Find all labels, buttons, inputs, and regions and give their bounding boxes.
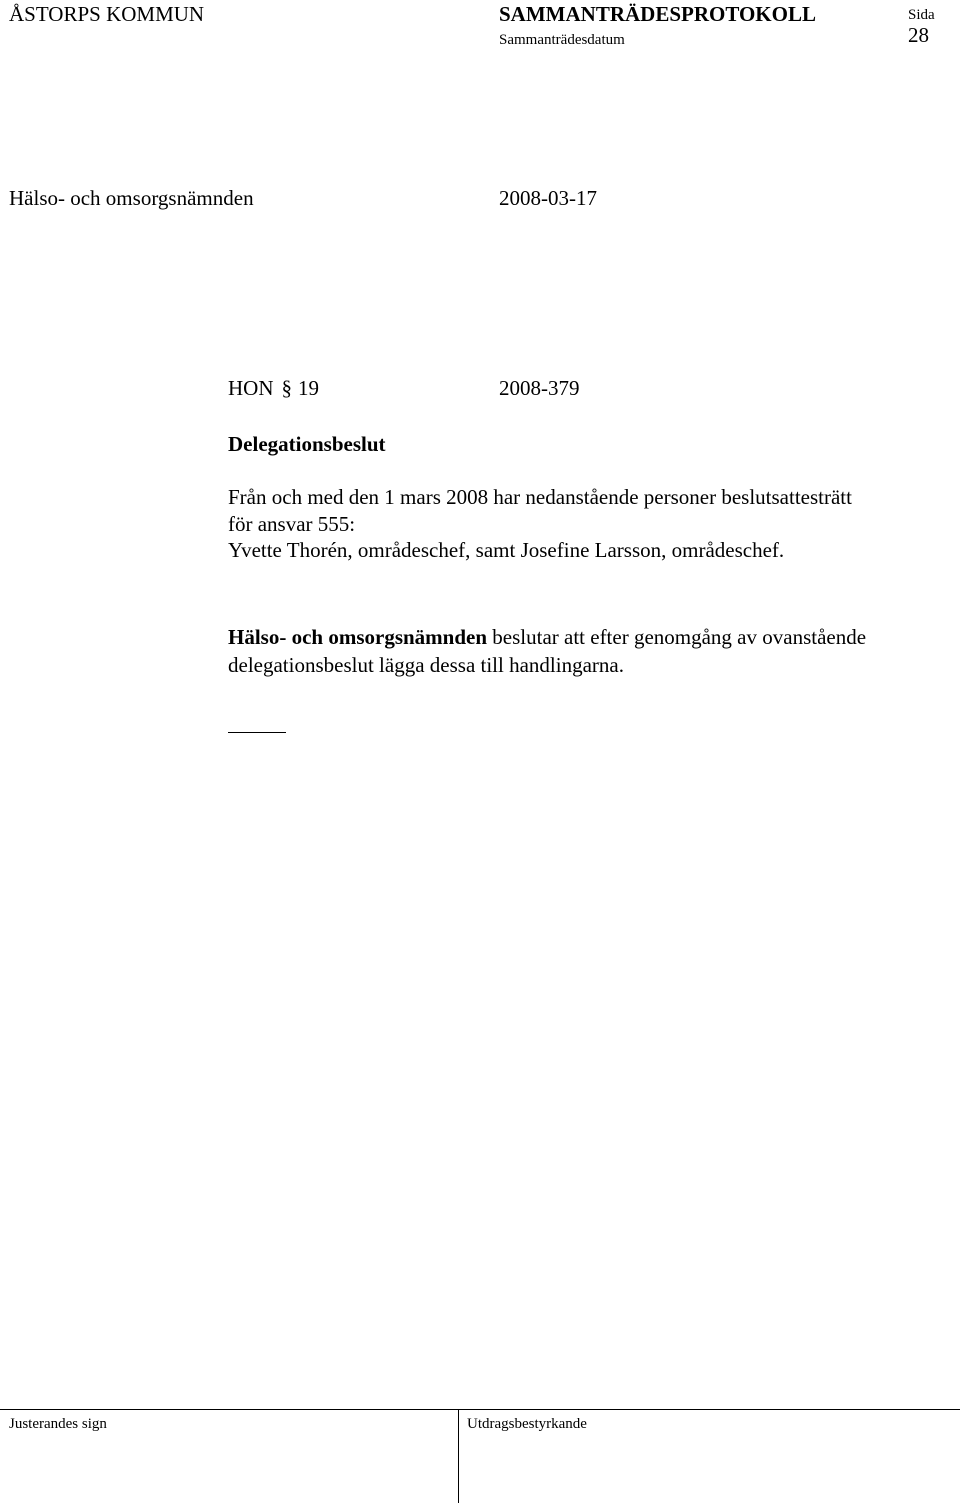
signature-label: Justerandes sign xyxy=(9,1416,107,1432)
decision-subject: Hälso- och omsorgsnämnden xyxy=(228,625,488,649)
paragraph-symbol: § xyxy=(281,376,292,400)
decision-line1-rest: beslutar att efter genomgång av ovanstående xyxy=(487,625,867,649)
end-divider xyxy=(228,732,286,733)
committee-name: Hälso- och omsorgsnämnden xyxy=(9,186,254,210)
page-number: 28 xyxy=(908,23,929,47)
meeting-date: 2008-03-17 xyxy=(499,186,597,210)
item-title: Delegationsbeslut xyxy=(228,432,386,456)
paragraph-prefix: HON xyxy=(228,376,274,400)
document-type: SAMMANTRÄDESPROTOKOLL xyxy=(499,2,816,26)
page-label: Sida xyxy=(908,7,935,23)
body-line: Från och med den 1 mars 2008 har nedanstående personer beslutsattesträtt xyxy=(228,485,852,509)
decision-line xyxy=(228,623,938,651)
footer-divider xyxy=(458,1409,459,1503)
paragraph-number: 19 xyxy=(298,376,319,400)
body-line: för ansvar 555: xyxy=(228,511,356,536)
certification-label: Utdragsbestyrkande xyxy=(467,1416,587,1432)
case-number: 2008-379 xyxy=(499,376,580,400)
session-date-label: Sammanträdesdatum xyxy=(499,32,625,48)
body-line: Yvette Thorén, områdeschef, samt Josefine Larsson, områdeschef. xyxy=(228,538,785,562)
decision-text xyxy=(228,623,938,679)
footer-rule xyxy=(0,1409,960,1410)
item-body xyxy=(228,484,928,564)
decision-line: delegationsbeslut lägga dessa till handlingarna. xyxy=(228,653,624,677)
paragraph-reference xyxy=(228,378,319,399)
organization-name: ÅSTORPS KOMMUN xyxy=(9,2,205,26)
